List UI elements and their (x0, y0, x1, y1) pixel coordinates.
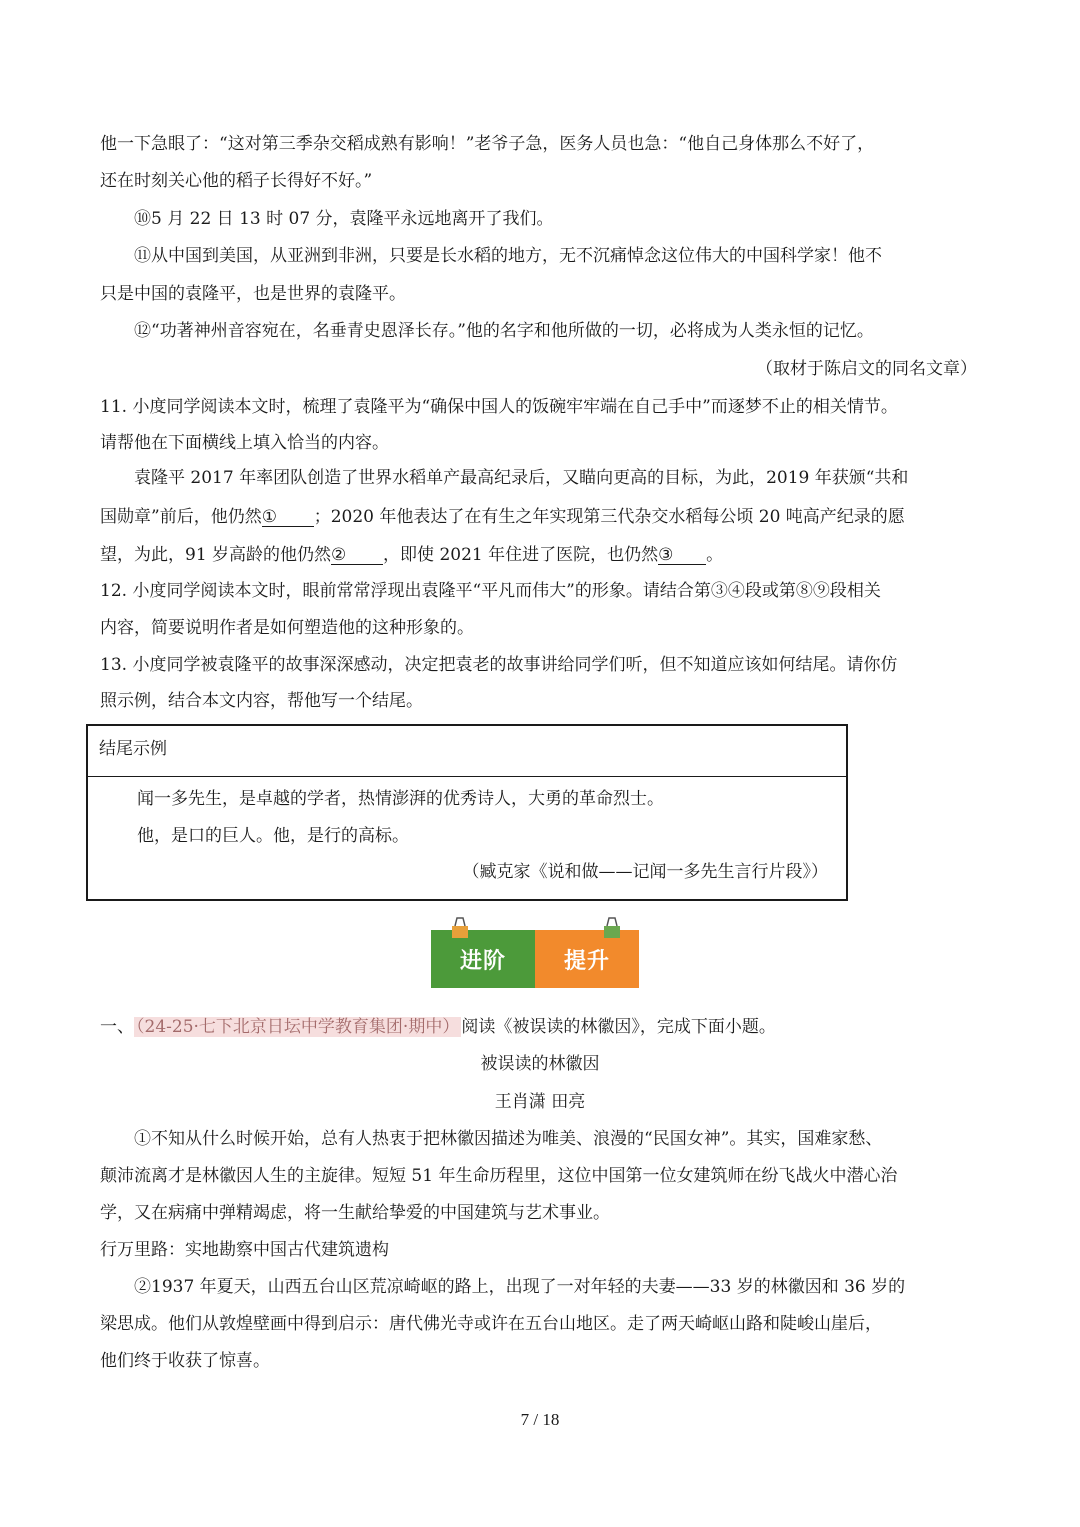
question-11-fill-line3 (100, 544, 1000, 566)
banner-right (535, 930, 639, 988)
fill-text: 望，为此，91 岁高龄的他仍然 (100, 545, 332, 565)
banner-left-text: 进阶 (459, 948, 506, 974)
blank-label: ③ (658, 545, 674, 565)
article-paragraph-1: ①不知从什么时候开始，总有人热衷于把林徽因描述为唯美、浪漫的“民国女神”。其实，国难家愁、 (134, 1129, 883, 1149)
answer-blank-3[interactable] (658, 546, 706, 565)
question-11-cont: 请帮他在下面横线上填入恰当的内容。 (100, 433, 389, 453)
page-number: 7 / 18 (520, 1410, 560, 1429)
fill-text: ，即使 2021 年住进了医院，也仍然 (383, 545, 659, 565)
article-subheading: 行万里路：实地勘察中国古代建筑遗构 (100, 1240, 389, 1260)
section-instruction: 阅读《被误读的林徽因》，完成下面小题。 (461, 1017, 776, 1037)
advanced-banner (431, 930, 639, 988)
answer-blank-1[interactable] (262, 508, 314, 527)
article-paragraph-1-cont: 颠沛流离才是林徽因人生的主旋律。短短 51 年生命历程里，这位中国第一位女建筑师在纷飞战火中潜心治 (100, 1166, 898, 1186)
question-11-fill-line2 (100, 506, 1000, 528)
sample-line-2: 他，是口的巨人。他，是行的高标。 (137, 826, 409, 846)
question-11-fill: 袁隆平 2017 年率团队创造了世界水稻单产最高纪录后，又瞄向更高的目标，为此，2019 年获颁“共和 (134, 468, 909, 488)
fill-text: 。 (706, 545, 724, 565)
paragraph-11-cont: 只是中国的袁隆平，也是世界的袁隆平。 (100, 284, 406, 304)
banner-left (431, 930, 535, 988)
binder-clip-icon (451, 916, 469, 940)
section-number: 一、 (100, 1017, 134, 1037)
sample-header-row (88, 726, 846, 777)
answer-blank-2[interactable] (331, 546, 383, 565)
question-13: 13. 小度同学被袁隆平的故事深深感动，决定把袁老的故事讲给同学们听，但不知道应该如何结尾。请你仿 (100, 655, 898, 675)
question-12: 12. 小度同学阅读本文时，眼前常常浮现出袁隆平“平凡而伟大”的形象。请结合第③④段或第⑧⑨段相关 (100, 581, 881, 601)
passage-source: （取材于陈启文的同名文章） (756, 359, 977, 379)
article-paragraph-1-cont: 学，又在病痛中弹精竭虑，将一生献给挚爱的中国建筑与艺术事业。 (100, 1203, 610, 1223)
banner-right-text: 提升 (563, 948, 610, 974)
section-2-heading (100, 1016, 1000, 1038)
question-11: 11. 小度同学阅读本文时，梳理了袁隆平为“确保中国人的饭碗牢牢端在自己手中”而逐梦不止的相关情节。 (100, 397, 898, 417)
paragraph-12: ⑫“功著神州音容宛在，名垂青史恩泽长存。”他的名字和他所做的一切，必将成为人类永恒的记忆。 (134, 321, 874, 341)
question-12-cont: 内容，简要说明作者是如何塑造他的这种形象的。 (100, 618, 474, 638)
passage-line: 还在时刻关心他的稻子长得好不好。” (100, 171, 373, 191)
paragraph-11: ⑪从中国到美国，从亚洲到非洲，只要是长水稻的地方，无不沉痛悼念这位伟大的中国科学家！他不 (134, 246, 882, 266)
sample-source: （臧克家《说和做——记闻一多先生言行片段》） (462, 862, 828, 882)
article-paragraph-2-cont: 梁思成。他们从敦煌壁画中得到启示：唐代佛光寺或许在五台山地区。走了两天崎岖山路和陡峻山崖后， (100, 1314, 882, 1334)
sample-header: 结尾示例 (99, 739, 167, 759)
fill-text: 国勋章”前后，他仍然 (100, 507, 262, 527)
source-tag: （24-25·七下北京日坛中学教育集团·期中） (136, 1017, 460, 1037)
paragraph-10: ⑩5 月 22 日 13 时 07 分，袁隆平永远地离开了我们。 (134, 209, 554, 229)
binder-clip-icon (603, 916, 621, 940)
article-authors: 王肖潇 田亮 (494, 1092, 586, 1112)
blank-label: ① (261, 507, 277, 527)
sample-ending-box (86, 724, 848, 901)
sample-line-1: 闻一多先生，是卓越的学者，热情澎湃的优秀诗人，大勇的革命烈士。 (137, 789, 664, 809)
blank-label: ② (331, 545, 347, 565)
fill-text: ；2020 年他表达了在有生之年实现第三代杂交水稻每公顷 20 吨高产纪录的愿 (313, 507, 905, 527)
article-paragraph-2-cont: 他们终于收获了惊喜。 (100, 1351, 270, 1371)
passage-line: 他一下急眼了：“这对第三季杂交稻成熟有影响！”老爷子急，医务人员也急：“他自己身体那么不好了， (100, 134, 875, 154)
article-title: 被误读的林徽因 (480, 1054, 600, 1074)
question-13-cont: 照示例，结合本文内容，帮他写一个结尾。 (100, 691, 423, 711)
article-paragraph-2: ②1937 年夏天，山西五台山区荒凉崎岖的路上，出现了一对年轻的夫妻——33 岁的林徽因和 36 岁的 (134, 1277, 906, 1297)
